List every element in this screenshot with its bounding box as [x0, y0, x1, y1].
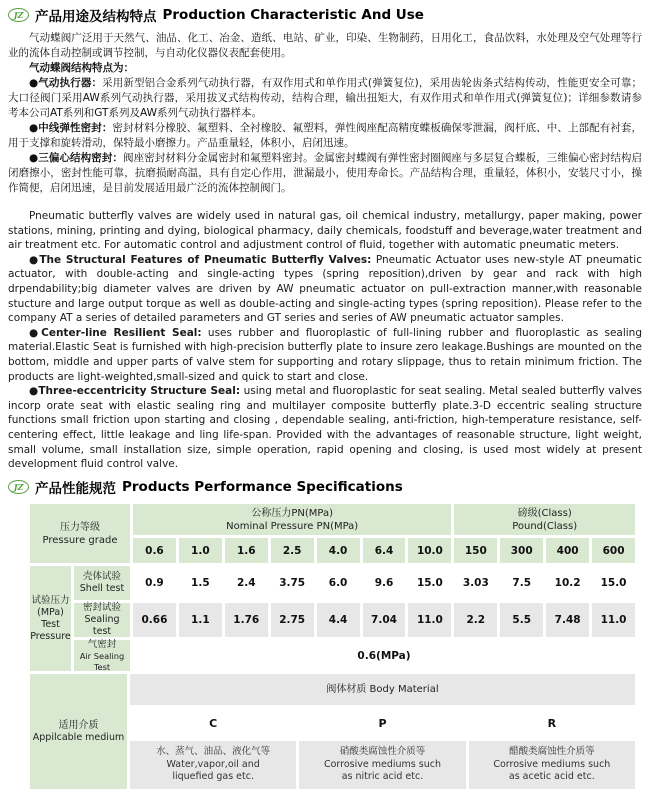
bullet-eccentric-zh: [8, 151, 642, 196]
shell-test-value: 3.75: [271, 566, 314, 600]
medium-label-zh: 适用介质: [58, 720, 99, 731]
intro-paragraph-zh: 气动蝶阀广泛用于天然气、油品、化工、冶金、造纸、电站、矿业，印染、生物制药，日用化工，食品饮料，水处理及空气处理等行业的流体自动控制或调节控制，与自动化仪器仪表配套使用。: [8, 32, 642, 59]
class-col-header: 400: [546, 538, 589, 563]
shell-test-value: 9.6: [363, 566, 406, 600]
pn-col-header: 10.0: [408, 538, 451, 563]
brand-logo-icon: [8, 8, 29, 22]
brand-logo-text: JZ: [13, 482, 24, 492]
bullet-actuator-text-zh: 采用新型铝合金系列气动执行器，有双作用式和单作用式(弹簧复位)，采用齿轮齿条式结构传动，性能更安全可靠；大口径阀门采用AW系列气动执行器，采用拔叉式结构传动，结构合理，输出扭矩大，有双作用式和单作用式(弹簧复位)；详细参数请参考本公司AT系列和GT系列及AW系列气动执行器样本。: [8, 77, 642, 119]
pn-col-header: 1.0: [179, 538, 222, 563]
sealing-test-value: 1.76: [225, 603, 268, 637]
bullet-actuator-en: [8, 253, 642, 326]
test-pressure-label-cell: [30, 566, 71, 671]
material-desc-p-en2: as nitric acid etc.: [341, 771, 424, 783]
shell-test-value: 2.4: [225, 566, 268, 600]
bullet-eccentric-en: [8, 384, 642, 472]
shell-test-label-cell: [74, 566, 130, 600]
material-desc-r-en2: as acetic acid etc.: [508, 771, 595, 783]
sealing-test-value: 11.0: [592, 603, 635, 637]
air-seal-zh: 气密封: [87, 638, 117, 650]
specs-table-lower: [30, 674, 635, 789]
material-desc-p: [299, 741, 465, 789]
bullet-centerline-text-en: uses rubber and fluoroplastic of full-lining rubber and fluoroplastic as sealing material.Elastic Seat is furnished with high-precision butterfly plate to insure zero leakage.Bushings are mounted on the bottom, middle and upper parts of valve stem for supporting and rotary slippage, thus to retain minimum friction. The products are light-weighted,small-sized and quick to start and close.: [8, 326, 642, 383]
bullet-eccentric-label-zh: ●三偏心结构密封：: [29, 152, 124, 164]
material-desc-c-en2: liquefied gas etc.: [172, 771, 254, 783]
pressure-grade-en: Pressure grade: [42, 534, 118, 546]
specs-table: [30, 504, 635, 789]
bullet-actuator-zh: [8, 76, 642, 121]
shell-test-zh: 壳体试验: [82, 571, 121, 582]
pn-group-header-cell: [133, 504, 451, 535]
sealing-test-zh: 密封试验: [82, 602, 121, 613]
pn-col-header: 4.0: [317, 538, 360, 563]
test-pressure-en2: Pressure: [30, 630, 71, 642]
section2-title-en: Products Performance Specifications: [122, 479, 403, 495]
sealing-test-label-cell: [74, 603, 130, 637]
sealing-test-value: 7.48: [546, 603, 589, 637]
bullet-actuator-label-en: ●The Structural Features of Pneumatic Butterfly Valves:: [29, 253, 372, 266]
body-material-cell: 阀体材质 Body Material: [130, 674, 635, 705]
pn-col-header: 1.6: [225, 538, 268, 563]
sealing-test-value: 4.4: [317, 603, 360, 637]
bullet-actuator-text-en: Pneumatic Actuator uses new-style AT pneumatic actuator, with double-acting and single-acting types (spring reposition),driven by gear and rack with high drpendability;big diameter valves are driven by AW pneumatic actuator on pull-extraction manner,with reasonable stucture and large output torque as well as double-acting and single-acting types (spring reposition). Please refer to the company AT a series of detailed parameters and GT series and series of AW pneumatic actuator samples.: [8, 253, 642, 325]
bullet-centerline-text-zh: 密封材料分橡胶、氟塑料、全衬橡胶、氟塑料，弹性阀座配高精度蝶板确保零泄漏，阀杆底、中、上部配有衬套，用于支撑和旋转滑动，保特最小磨擦力。产品重量轻，体积小，启闭迅速。: [8, 122, 642, 149]
material-desc-c: [130, 741, 296, 789]
class-group-header-cell: [454, 504, 635, 535]
sealing-test-value: 1.1: [179, 603, 222, 637]
material-code-c: C: [130, 708, 296, 738]
material-desc-r-zh: 醋酸类腐蚀性介质等: [509, 746, 595, 758]
test-pressure-unit: (MPa): [37, 606, 64, 618]
bullet-centerline-label-zh: ●中线弹性密封：: [29, 122, 113, 134]
air-seal-en: Air Sealing Test: [79, 650, 125, 672]
pn-col-header: 2.5: [271, 538, 314, 563]
pressure-grade-zh: 压力等级: [60, 521, 100, 533]
shell-test-value: 3.03: [454, 566, 497, 600]
shell-test-value: 6.0: [317, 566, 360, 600]
shell-test-value: 15.0: [408, 566, 451, 600]
class-col-header: 150: [454, 538, 497, 563]
sealing-test-value: 5.5: [500, 603, 543, 637]
shell-test-value: 1.5: [179, 566, 222, 600]
shell-test-value: 10.2: [546, 566, 589, 600]
class-group-zh: 磅级(Class): [517, 507, 572, 519]
material-desc-r-en1: Corrosive mediums such: [493, 758, 611, 770]
section1-title-en: Production Characteristic And Use: [162, 7, 424, 23]
pn-group-zh: 公称压力PN(MPa): [251, 507, 333, 519]
pressure-grade-header-cell: [30, 504, 130, 563]
bullet-centerline-label-en: ●Center-line Resilient Seal:: [29, 326, 202, 339]
pn-col-header: 0.6: [133, 538, 176, 563]
bullet-eccentric-text-en: using metal and fluoroplastic for seat sealing. Metal sealed butterfly valves incorp orate seat with elastic sealing ring and multilayer composite butterfly plate.3-D eccentric sealing structure functions small friction upon starting and closing , dependable sealing, anti-friction, high-temperature resistance, self-centering effect, little leakage and ling life-span. Provided with the advantages of reasonable structure, light weight, small volume, small installation size, simple operation, rapid opening and closing, is used most widely at present development fluid control valve.: [8, 385, 642, 471]
material-desc-c-zh: 水、蒸气、油品、液化气等: [156, 746, 271, 758]
specs-table-upper: [30, 504, 635, 671]
sealing-test-value: 7.04: [363, 603, 406, 637]
shell-test-en: Shell test: [79, 583, 125, 594]
material-desc-r: [469, 741, 635, 789]
material-code-p: P: [299, 708, 465, 738]
pn-group-en: Nominal Pressure PN(MPa): [226, 520, 359, 532]
structure-subhead-zh: 气动蝶阀结构特点为：: [29, 62, 134, 74]
bullet-actuator-label-zh: ●气动执行器：: [29, 77, 103, 89]
test-pressure-zh: 试验压力: [31, 594, 70, 606]
air-seal-value: 0.6(MPa): [133, 640, 635, 671]
intro-paragraph-en: Pneumatic butterfly valves are widely used in natural gas, oil chemical industry, metallurgy, paper making, power stations, mining, printing and dying, biological pharmacy, daily chemicals, foodstuff and beverage,water treatment and air treatment etc. For automatic control and adjustment control of fluid, together with automatic pneumatic meters.: [8, 210, 642, 252]
sealing-test-en: Sealing test: [84, 614, 120, 637]
material-desc-p-en1: Corrosive mediums such: [323, 758, 441, 770]
class-col-header: 600: [592, 538, 635, 563]
brand-logo-icon: [8, 480, 29, 494]
air-seal-label-cell: [74, 640, 130, 671]
bullet-centerline-en: [8, 326, 642, 384]
shell-test-value: 15.0: [592, 566, 635, 600]
sealing-test-value: 0.66: [133, 603, 176, 637]
class-col-header: 300: [500, 538, 543, 563]
section2-title-zh: 产品性能规范: [35, 481, 116, 497]
bullet-centerline-zh: [8, 121, 642, 151]
section1-header: [8, 5, 642, 25]
section2-header: [8, 477, 403, 497]
sealing-test-value: 2.75: [271, 603, 314, 637]
section1-title-zh: 产品用途及结构特点: [35, 9, 157, 25]
sealing-test-value: 2.2: [454, 603, 497, 637]
class-group-en: Pound(Class): [512, 520, 578, 532]
pn-col-header: 6.4: [363, 538, 406, 563]
bullet-eccentric-label-en: ●Three-eccentricity Structure Seal:: [29, 385, 241, 398]
medium-label-cell: [30, 674, 127, 789]
test-pressure-en1: Test: [41, 618, 60, 630]
brand-logo-text: JZ: [13, 10, 24, 20]
sealing-test-value: 11.0: [408, 603, 451, 637]
material-desc-p-zh: 硝酸类腐蚀性介质等: [339, 746, 426, 758]
shell-test-value: 0.9: [133, 566, 176, 600]
shell-test-value: 7.5: [500, 566, 543, 600]
material-desc-c-en1: Water,vapor,oil and: [166, 758, 260, 770]
medium-label-en: Appilcable medium: [32, 732, 125, 743]
bullet-eccentric-text-zh: 阀座密封材料分金属密封和氟塑料密封。金属密封蝶阀有弹性密封圈阀座与多层复合蝶板，三维偏心密封结构启闭磨擦小，密封性能可靠，抗磨损耐高温，具有自定心作用，泄漏最小，使用寿命长。产品结构合理，重量轻，体积小，安装尺寸小，操作简便，启闭迅速，是目前发展适用最广泛的流体控制阀门。: [8, 152, 643, 194]
material-code-r: R: [469, 708, 635, 738]
